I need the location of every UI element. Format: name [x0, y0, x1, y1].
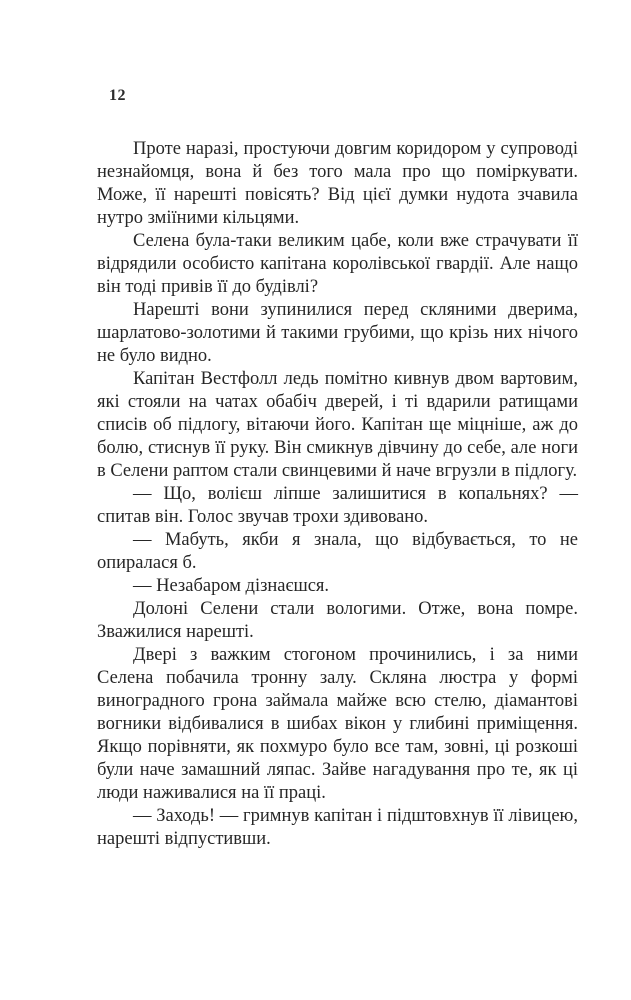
paragraph-dialogue: — Заходь! — гримнув капітан і підштовхнув її лівицею, нарешті відпустивши.: [97, 806, 578, 849]
paragraph: Долоні Селени стали вологими. Отже, вона помре. Зважилися нарешті.: [97, 599, 578, 642]
paragraph-dialogue: — Що, волієш ліпше залишитися в копальнях? — спитав він. Голос звучав трохи здивовано.: [97, 484, 578, 527]
paragraph: Нарешті вони зупинилися перед скляними дверима, шарлатово-золотими й такими грубими, що крізь них нічого не було видно.: [97, 300, 578, 366]
text-block: [97, 138, 578, 851]
paragraph-dialogue: — Мабуть, якби я знала, що відбувається, то не опиралася б.: [97, 530, 578, 573]
paragraph: Проте наразі, простуючи довгим коридором у супроводі незнайомця, вона й без того мала про що поміркувати. Може, її нарешті повісять? Від цієї думки нудота зчавила нутро зміїними кільцями.: [97, 139, 578, 228]
paragraph: Двері з важким стогоном прочинились, і за ними Селена побачила тронну залу. Скляна люстра у формі виноградного грона займала майже всю стелю, діамантові вогники відбивалися в шибах вікон у глибині приміщення. Якщо порівняти, як похмуро було все там, зовні, ці розкоші були наче замашний ляпас. Зайве нагадування про те, як ці люди наживалися на її праці.: [97, 645, 578, 803]
paragraph: Селена була-таки великим цабе, коли вже страчувати її відрядили особисто капітана королівської гвардії. Але нащо він тоді привів її до будівлі?: [97, 231, 578, 297]
page-number: 12: [109, 87, 126, 104]
paragraph-dialogue: — Незабаром дізнаєшся.: [133, 576, 330, 596]
paragraph: Капітан Вестфолл ледь помітно кивнув двом вартовим, які стояли на чатах обабіч дверей, і ті вдарили ратищами списів об підлогу, вітаючи його. Капітан ще міцніше, аж до болю, стиснув її руку. Він смикнув дівчину до себе, але ноги в Селени раптом стали свинцевими й наче вгрузли в підлогу.: [97, 369, 578, 481]
